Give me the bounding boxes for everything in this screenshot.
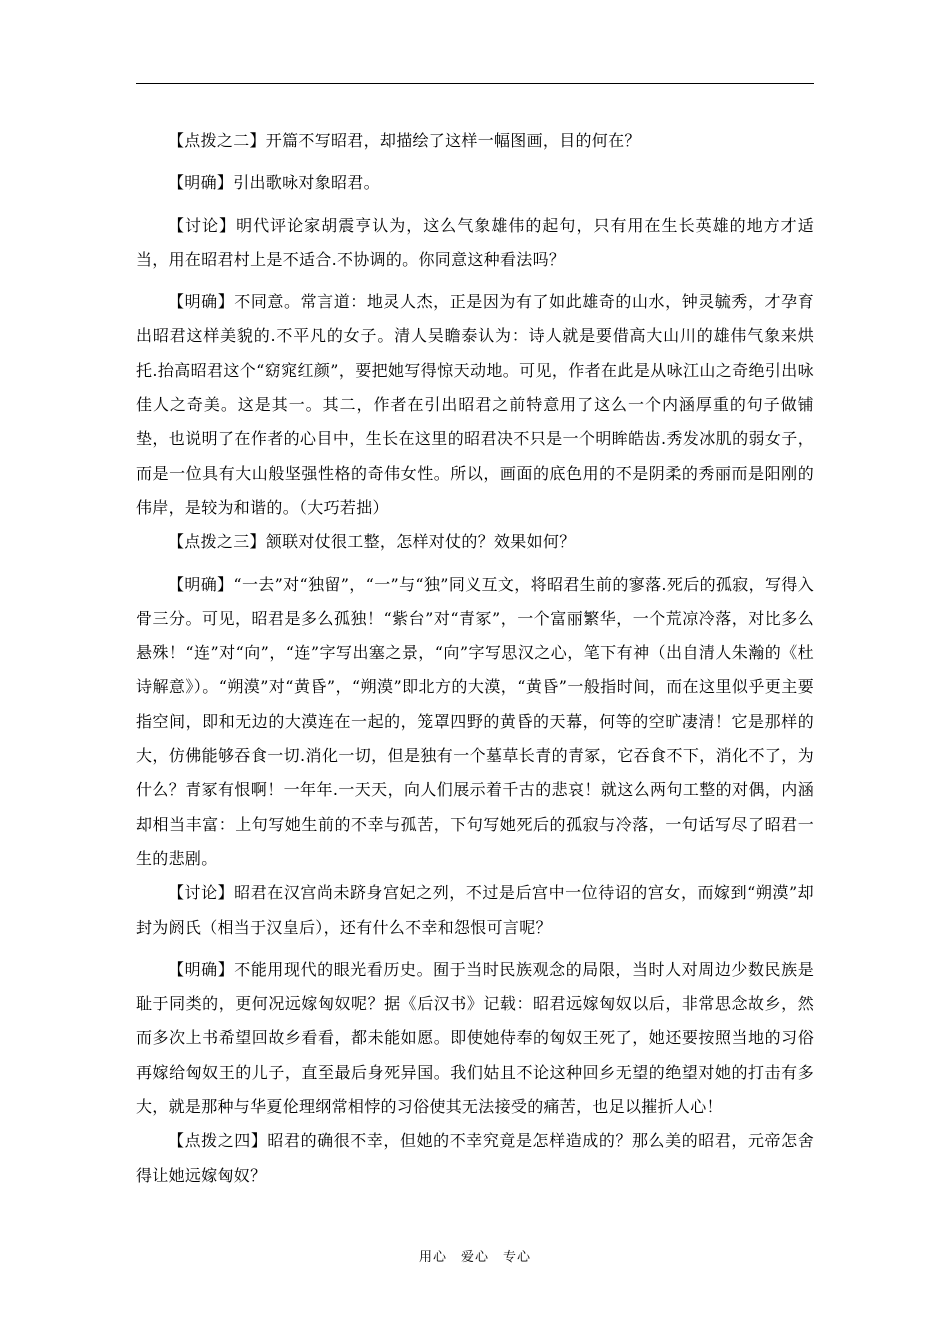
- paragraph-hint-2: 【点拨之二】开篇不写昭君，却描绘了这样一幅图画，目的何在？: [168, 131, 641, 150]
- paragraph-answer-1: 【明确】引出歌咏对象昭君。: [168, 173, 380, 193]
- paragraph-answer-2: 【明确】不同意。常言道：地灵人杰，正是因为有了如此雄奇的山水，钟灵毓秀，才孕育出昭君这样美貌的.不平凡的女子。清人吴瞻泰认为：诗人就是要借高大山川的雄伟气象来烘托.抬高昭君这个“窈窕红颜”，要把她写得惊天动地。可见，作者在此是从咏江山之奇绝引出咏佳人之奇美。这是其一。其二，作者在引出昭君之前特意用了这么一个内涵厚重的句子做铺垫，也说明了在作者的心目中，生长在这里的昭君决不只是一个明眸皓齿.秀发冰肌的弱女子，而是一位具有大山般坚强性格的奇伟女性。所以，画面的底色用的不是阴柔的秀丽而是阳刚的伟岸，是较为和谐的。（大巧若拙）: [136, 292, 814, 517]
- document-body: [136, 124, 814, 1201]
- paragraph-discussion-2: 【讨论】昭君在汉宫尚未跻身宫妃之列，不过是后宫中一位待诏的宫女，而嫁到“朔漠”却封为阏氏（相当于汉皇后），还有什么不幸和怨恨可言呢？: [136, 883, 814, 937]
- paragraph-answer-4: 【明确】不能用现代的眼光看历史。囿于当时民族观念的局限，当时人对周边少数民族是耻于同类的，更何况远嫁匈奴呢？据《后汉书》记载：昭君远嫁匈奴以后，非常思念故乡，然而多次上书希望回故乡看看，都未能如愿。即使她侍奉的匈奴王死了，她还要按照当地的习俗再嫁给匈奴王的儿子，直至最后身死异国。我们姑且不论这种回乡无望的绝望对她的打击有多大，就是那种与华夏伦理纲常相悖的习俗使其无法接受的痛苦，也足以摧折人心！: [136, 959, 814, 1117]
- paragraph-hint-3: 【点拨之三】颔联对仗很工整，怎样对仗的？效果如何？: [168, 532, 576, 552]
- page-footer: 用心 爱心 专心: [418, 1250, 531, 1265]
- header-rule: [136, 83, 814, 84]
- paragraph-hint-4: 【点拨之四】昭君的确很不幸，但她的不幸究竟是怎样造成的？那么美的昭君，元帝怎舍得让她远嫁匈奴？: [136, 1131, 814, 1185]
- paragraph-discussion-1: 【讨论】明代评论家胡震亨认为，这么气象雄伟的起句，只有用在生长英雄的地方才适当，用在昭君村上是不适合.不协调的。你同意这种看法吗？: [136, 215, 814, 269]
- paragraph-answer-3: 【明确】“一去”对“独留”，“一”与“独”同义互文，将昭君生前的寥落.死后的孤寂，写得入骨三分。可见，昭君是多么孤独！“紫台”对“青冢”，一个富丽繁华，一个荒凉冷落，对比多么悬殊！“连”对“向”，“连”字写出塞之景，“向”字写思汉之心，笔下有神（出自清人朱瀚的《杜诗解意》）。“朔漠”对“黄昏”，“朔漠”即北方的大漠，“黄昏”一般指时间，而在这里似乎更主要指空间，即和无边的大漠连在一起的，笼罩四野的黄昏的天幕，何等的空旷凄清！它是那样的大，仿佛能够吞食一切.消化一切，但是独有一个墓草长青的青冢，它吞食不下，消化不了，为什么？青冢有恨啊！一年年.一天天，向人们展示着千古的悲哀！就这么两句工整的对偶，内涵却相当丰富：上句写她生前的不幸与孤苦，下句写她死后的孤寂与冷落，一句话写尽了昭君一生的悲剧。: [136, 574, 814, 868]
